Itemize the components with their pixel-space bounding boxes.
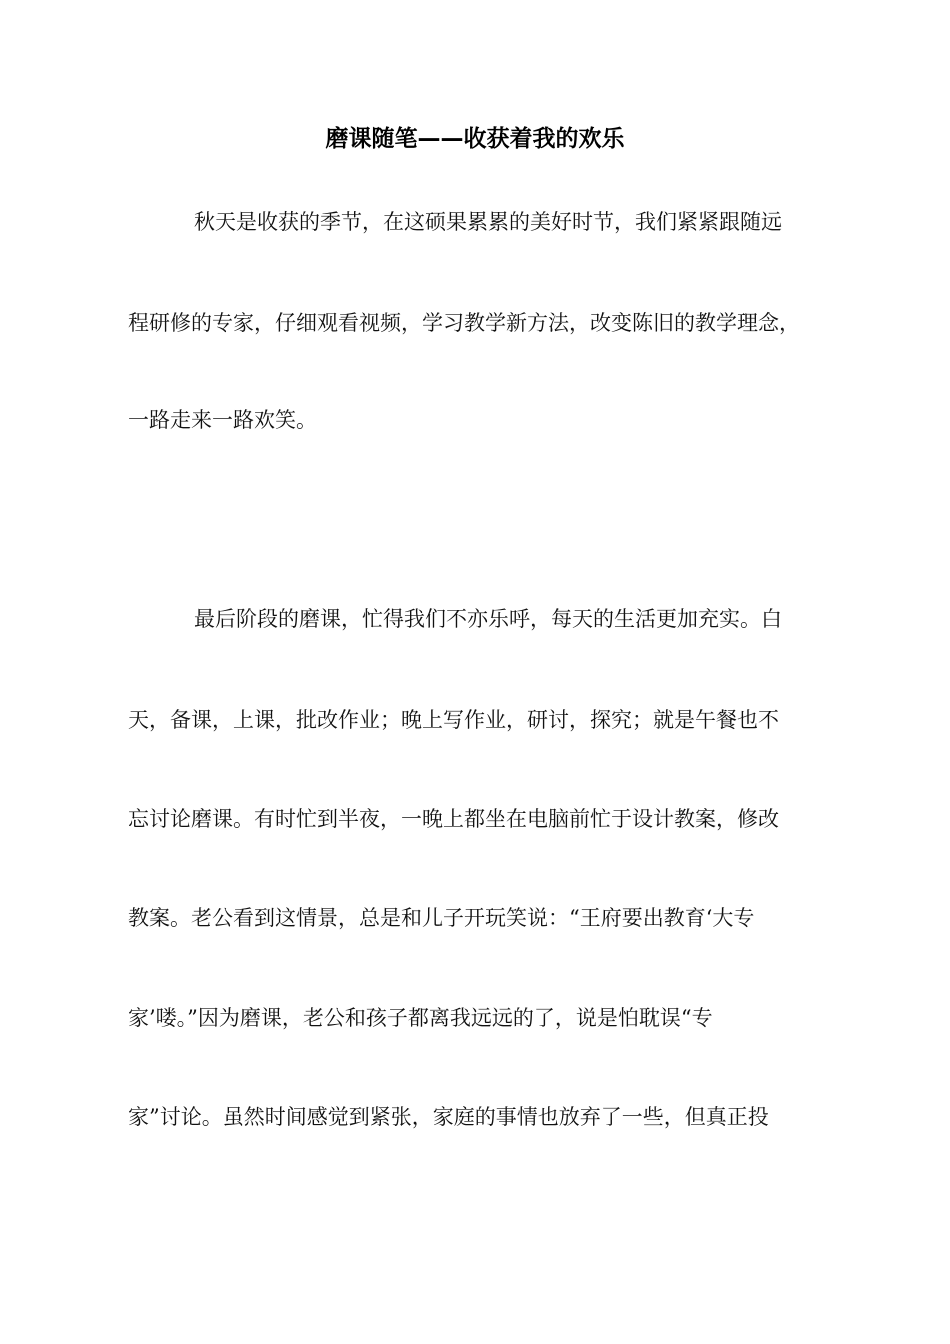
paragraph-line: 忘讨论磨课。有时忙到半夜，一晚上都坐在电脑前忙于设计教案，修改 (128, 807, 779, 831)
paragraph-line: 一路走来一路欢笑。 (128, 408, 317, 432)
paragraph-line: 天，备课，上课，批改作业；晚上写作业，研讨，探究；就是午餐也不 (128, 708, 779, 732)
paragraph-line: 最后阶段的磨课，忙得我们不亦乐呼，每天的生活更加充实。白 (194, 607, 782, 631)
paragraph-line: 程研修的专家，仔细观看视频，学习教学新方法，改变陈旧的教学理念， (128, 311, 800, 335)
document-title: 磨课随笔——收获着我的欢乐 (325, 126, 625, 152)
paragraph-line: 教案。老公看到这情景，总是和儿子开玩笑说：“王府要出教育‘大专 (128, 906, 755, 930)
paragraph-line: 家’喽。”因为磨课，老公和孩子都离我远远的了，说是怕耽误“专 (128, 1006, 713, 1030)
paragraph-line: 秋天是收获的季节，在这硕果累累的美好时节，我们紧紧跟随远 (194, 210, 782, 234)
paragraph-line: 家”讨论。虽然时间感觉到紧张，家庭的事情也放弃了一些，但真正投 (128, 1105, 769, 1129)
